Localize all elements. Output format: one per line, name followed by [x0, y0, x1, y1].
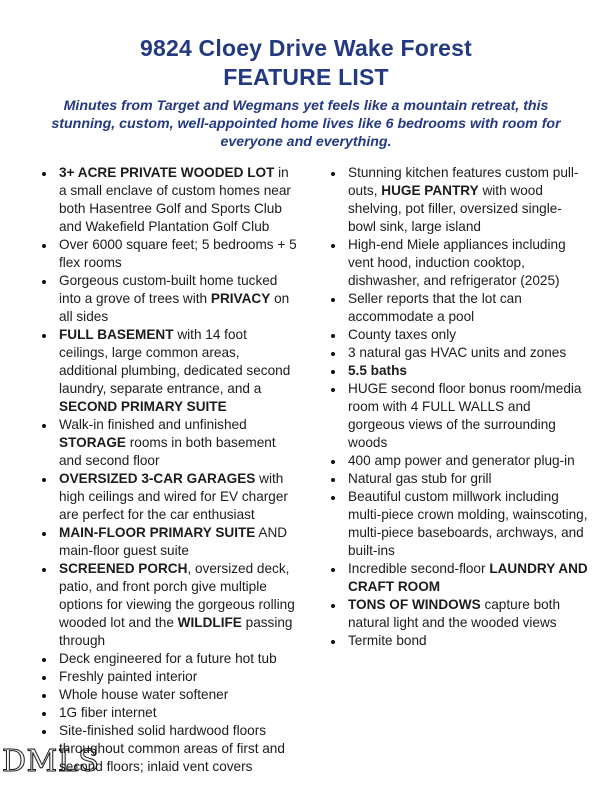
feature-item: • Termite bond: [345, 632, 588, 650]
page-title: [0, 34, 612, 92]
feature-item: • Deck engineered for a future hot tub: [56, 650, 299, 668]
feature-item: • HUGE second floor bonus room/media room with 4 FULL WALLS and gorgeous views of the surrounding woods: [345, 380, 588, 452]
feature-item: • County taxes only: [345, 326, 588, 344]
feature-columns: [0, 164, 612, 779]
feature-list-left: [38, 164, 299, 776]
feature-item: • Over 6000 square feet; 5 bedrooms + 5 flex rooms: [56, 236, 299, 272]
subtitle-tagline: Minutes from Target and Wegmans yet feels like a mountain retreat, this stunning, custom, well-appointed home lives like 6 bedrooms with room for everyone and everything.: [51, 98, 561, 150]
feature-item: • High-end Miele appliances including vent hood, induction cooktop, dishwasher, and refrigerator (2025): [345, 236, 588, 290]
feature-item: • Gorgeous custom-built home tucked into a grove of trees with PRIVACY on all sides: [56, 272, 299, 326]
feature-item: • MAIN-FLOOR PRIMARY SUITE AND main-floor guest suite: [56, 524, 299, 560]
feature-item: • Site-finished solid hardwood floors throughout common areas of first and second floors; inlaid vent covers: [56, 722, 299, 776]
feature-item: • SCREENED PORCH, oversized deck, patio, and front porch give multiple options for viewing the gorgeous rolling wooded lot and the WILDLIFE passing through: [56, 560, 299, 650]
feature-item: • Walk-in finished and unfinished STORAGE rooms in both basement and second floor: [56, 416, 299, 470]
feature-item: • FULL BASEMENT with 14 foot ceilings, large common areas, additional plumbing, dedicated second laundry, separate entrance, and a SECOND PRIMARY SUITE: [56, 326, 299, 416]
feature-item: • 3 natural gas HVAC units and zones: [345, 344, 588, 362]
feature-item: • Natural gas stub for grill: [345, 470, 588, 488]
feature-item: • Incredible second-floor LAUNDRY AND CRAFT ROOM: [345, 560, 588, 596]
feature-item: • 400 amp power and generator plug-in: [345, 452, 588, 470]
feature-list-right: [327, 164, 588, 776]
feature-item: • 3+ ACRE PRIVATE WOODED LOT in a small enclave of custom homes near both Hasentree Golf and Sports Club and Wakefield Plantation Golf Club: [56, 164, 299, 236]
feature-item: • OVERSIZED 3-CAR GARAGES with high ceilings and wired for EV charger are perfect for the car enthusiast: [56, 470, 299, 524]
feature-item: • TONS OF WINDOWS capture both natural light and the wooded views: [345, 596, 588, 632]
feature-item: • 1G fiber internet: [56, 704, 299, 722]
document-header: [0, 0, 612, 151]
feature-item: • Seller reports that the lot can accommodate a pool: [345, 290, 588, 326]
dmls-watermark-logo: DMLS: [2, 744, 100, 779]
title-address: 9824 Cloey Drive Wake Forest: [139, 35, 472, 61]
title-feature-list: FEATURE LIST: [223, 64, 389, 90]
feature-item: • Freshly painted interior: [56, 668, 299, 686]
feature-item: • Beautiful custom millwork including multi-piece crown molding, wainscoting, multi-piece baseboards, archways, and built-ins: [345, 488, 588, 560]
feature-item: • 5.5 baths: [345, 362, 588, 380]
feature-item: • Whole house water softener: [56, 686, 299, 704]
feature-item: • Stunning kitchen features custom pull-outs, HUGE PANTRY with wood shelving, pot filler, oversized single-bowl sink, large island: [345, 164, 588, 236]
